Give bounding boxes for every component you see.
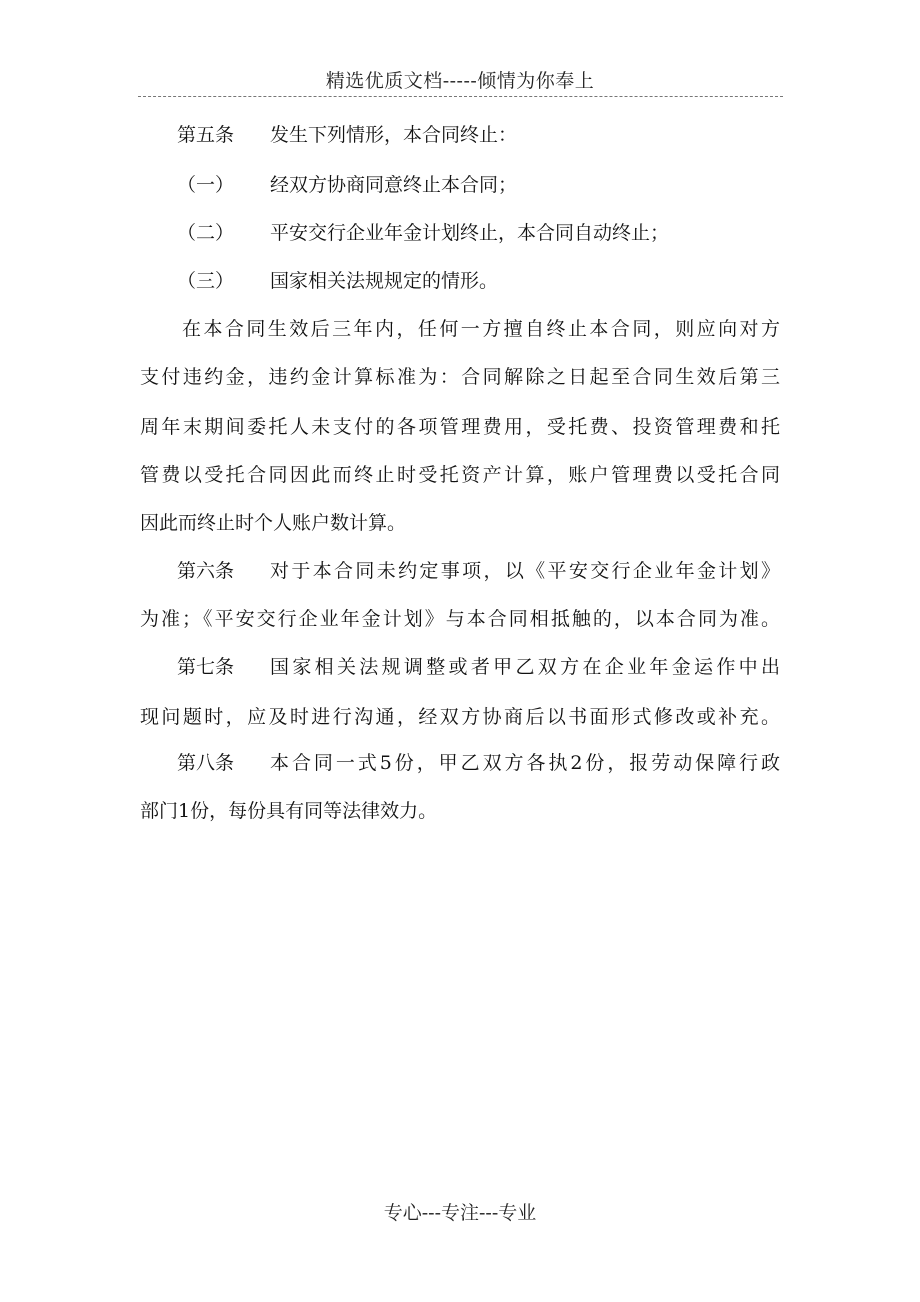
article7-line-2: 现问题时，应及时进行沟通，经双方协商后以书面形式修改或补充。 [140,706,780,728]
penalty-line-4: 管费以受托合同因此而终止时受托资产计算，账户管理费以受托合同 [140,464,780,486]
article6-line-1: 对于本合同未约定事项，以《平安交行企业年金计划》 [270,560,780,582]
article6-line-2: 为准；《平安交行企业年金计划》与本合同相抵触的，以本合同为准。 [140,608,780,630]
penalty-line-1: 在本合同生效后三年内，任何一方擅自终止本合同，则应向对方 [182,318,780,340]
article8-line-1: 本合同一式5份，甲乙双方各执2份，报劳动保障行政 [270,752,780,774]
article5-item2-label: （二） [177,222,235,244]
article5-item2-text: 平安交行企业年金计划终止，本合同自动终止； [270,222,670,244]
article5-item3-text: 国家相关法规规定的情形。 [270,270,499,292]
penalty-line-2: 支付违约金，违约金计算标准为：合同解除之日起至合同生效后第三 [140,366,780,388]
article8-line-2: 部门1份，每份具有同等法律效力。 [140,800,438,822]
penalty-line-3: 周年末期间委托人未支付的各项管理费用，受托费、投资管理费和托 [140,416,780,438]
header-divider [138,96,783,97]
article5-item3-label: （三） [177,270,235,292]
article8-label: 第八条 [177,752,235,774]
article7-label: 第七条 [177,656,235,678]
page-header: 精选优质文档-----倾情为你奉上 [325,70,595,92]
article5-text: 发生下列情形，本合同终止： [270,124,518,146]
article6-label: 第六条 [177,560,235,582]
article7-line-1: 国家相关法规调整或者甲乙双方在企业年金运作中出 [270,656,780,678]
penalty-line-5: 因此而终止时个人账户数计算。 [140,512,407,534]
article5-item1-text: 经双方协商同意终止本合同； [270,174,518,196]
page-footer: 专心---专注---专业 [383,1202,537,1224]
article5-item1-label: （一） [177,174,235,196]
article5-label: 第五条 [177,124,235,146]
